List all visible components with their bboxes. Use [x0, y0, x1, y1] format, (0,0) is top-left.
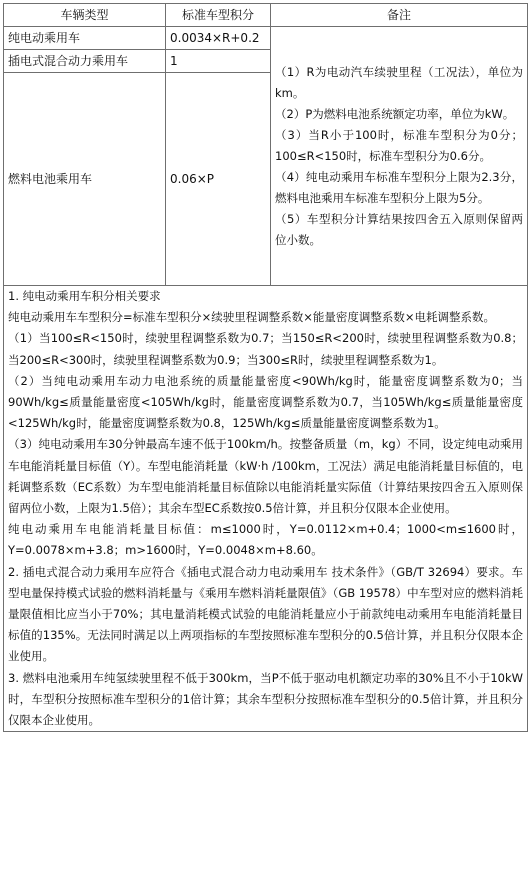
- standard-credit-cell: 1: [166, 50, 271, 73]
- table-header-row: [4, 4, 528, 27]
- header-notes: 备注: [271, 4, 528, 27]
- requirements-paragraph: 纯电动乘用车车型积分=标准车型积分×续驶里程调整系数×能量密度调整系数×电耗调整系数。: [8, 310, 496, 325]
- vehicle-type-cell: 插电式混合动力乘用车: [4, 50, 166, 73]
- header-standard-credit: 标准车型积分: [166, 4, 271, 27]
- note-item: （2）P为燃料电池系统额定功率，单位为kW。: [275, 106, 515, 121]
- requirements-paragraph: 2. 插电式混合动力乘用车应符合《插电式混合动力电动乘用车 技术条件》（GB/T 32694）要求。车型电量保持模式试验的燃料消耗量与《乘用车燃料消耗量限值》（GB 19578）中车型对应的燃料消耗量限值相比应当小于70%；其电量消耗模式试验的电能消耗量应小于前款纯电动乘用车电能消耗量目标值的135%。无法同时满足以上两项指标的车型按照标准车型积分的0.5倍计算，并且积分仅限本企业使用。: [8, 564, 523, 664]
- vehicle-credit-table: [3, 3, 528, 732]
- standard-credit-cell: 0.06×P: [166, 73, 271, 286]
- requirements-paragraph: （1）当100≤R<150时，续驶里程调整系数为0.7；当150≤R<200时，续驶里程调整系数为0.8；当200≤R<300时，续驶里程调整系数为0.9；当300≤R时，续驶里程调整系数为1。: [8, 331, 523, 367]
- requirements-row: [4, 286, 528, 732]
- note-item: （1）R为电动汽车续驶里程（工况法），单位为km。: [275, 64, 523, 100]
- requirements-paragraph: （2）当纯电动乘用车动力电池系统的质量能量密度<90Wh/kg时，能量密度调整系数为0；当90Wh/kg≤质量能量密度<105Wh/kg时，能量密度调整系数为0.7，当105Wh/kg≤质量能量密度<125Wh/kg时，能量密度调整系数为0.8，125Wh/kg≤质量能量密度调整系数为1。: [8, 373, 523, 431]
- requirements-heading: 1. 纯电动乘用车积分相关要求: [8, 289, 161, 303]
- notes-cell: [271, 27, 528, 286]
- requirements-paragraph: 纯电动乘用车电能消耗量目标值：m≤1000时，Y=0.0112×m+0.4；1000<m≤1600时，Y=0.0078×m+3.8；m>1600时，Y=0.0048×m+8.60。: [8, 522, 523, 558]
- requirements-paragraph: 3. 燃料电池乘用车纯氢续驶里程不低于300km，当P不低于驱动电机额定功率的30%且不小于10kW时，车型积分按照标准车型积分的1倍计算；其余车型积分按照标准车型积分的0.5倍计算，并且积分仅限本企业使用。: [8, 670, 523, 728]
- note-item: （3）当R小于100时，标准车型积分为0分；100≤R<150时，标准车型积分为0.6分。: [275, 127, 523, 163]
- vehicle-type-cell: 纯电动乘用车: [4, 27, 166, 50]
- requirements-cell: [4, 286, 528, 732]
- note-item: （4）纯电动乘用车标准车型积分上限为2.3分，燃料电池乘用车标准车型积分上限为5分。: [275, 169, 523, 205]
- header-vehicle-type: 车辆类型: [4, 4, 166, 27]
- standard-credit-cell: 0.0034×R+0.2: [166, 27, 271, 50]
- requirements-paragraph: （3）纯电动乘用车30分钟最高车速不低于100km/h。按整备质量（m，kg）不同，设定纯电动乘用车电能消耗量目标值（Y）。车型电能消耗量（kW·h /100km，工况法）满足电能消耗量目标值的，电耗调整系数（EC系数）为车型电能消耗量目标值除以电能消耗量实际值（计算结果按四舍五入原则保留两位小数，上限为1.5倍）；其余车型EC系数按0.5倍计算，并且积分仅限本企业使用。: [8, 437, 523, 516]
- vehicle-type-cell: 燃料电池乘用车: [4, 73, 166, 286]
- table-row: [4, 27, 528, 50]
- note-item: （5）车型积分计算结果按四舍五入原则保留两位小数。: [275, 211, 523, 247]
